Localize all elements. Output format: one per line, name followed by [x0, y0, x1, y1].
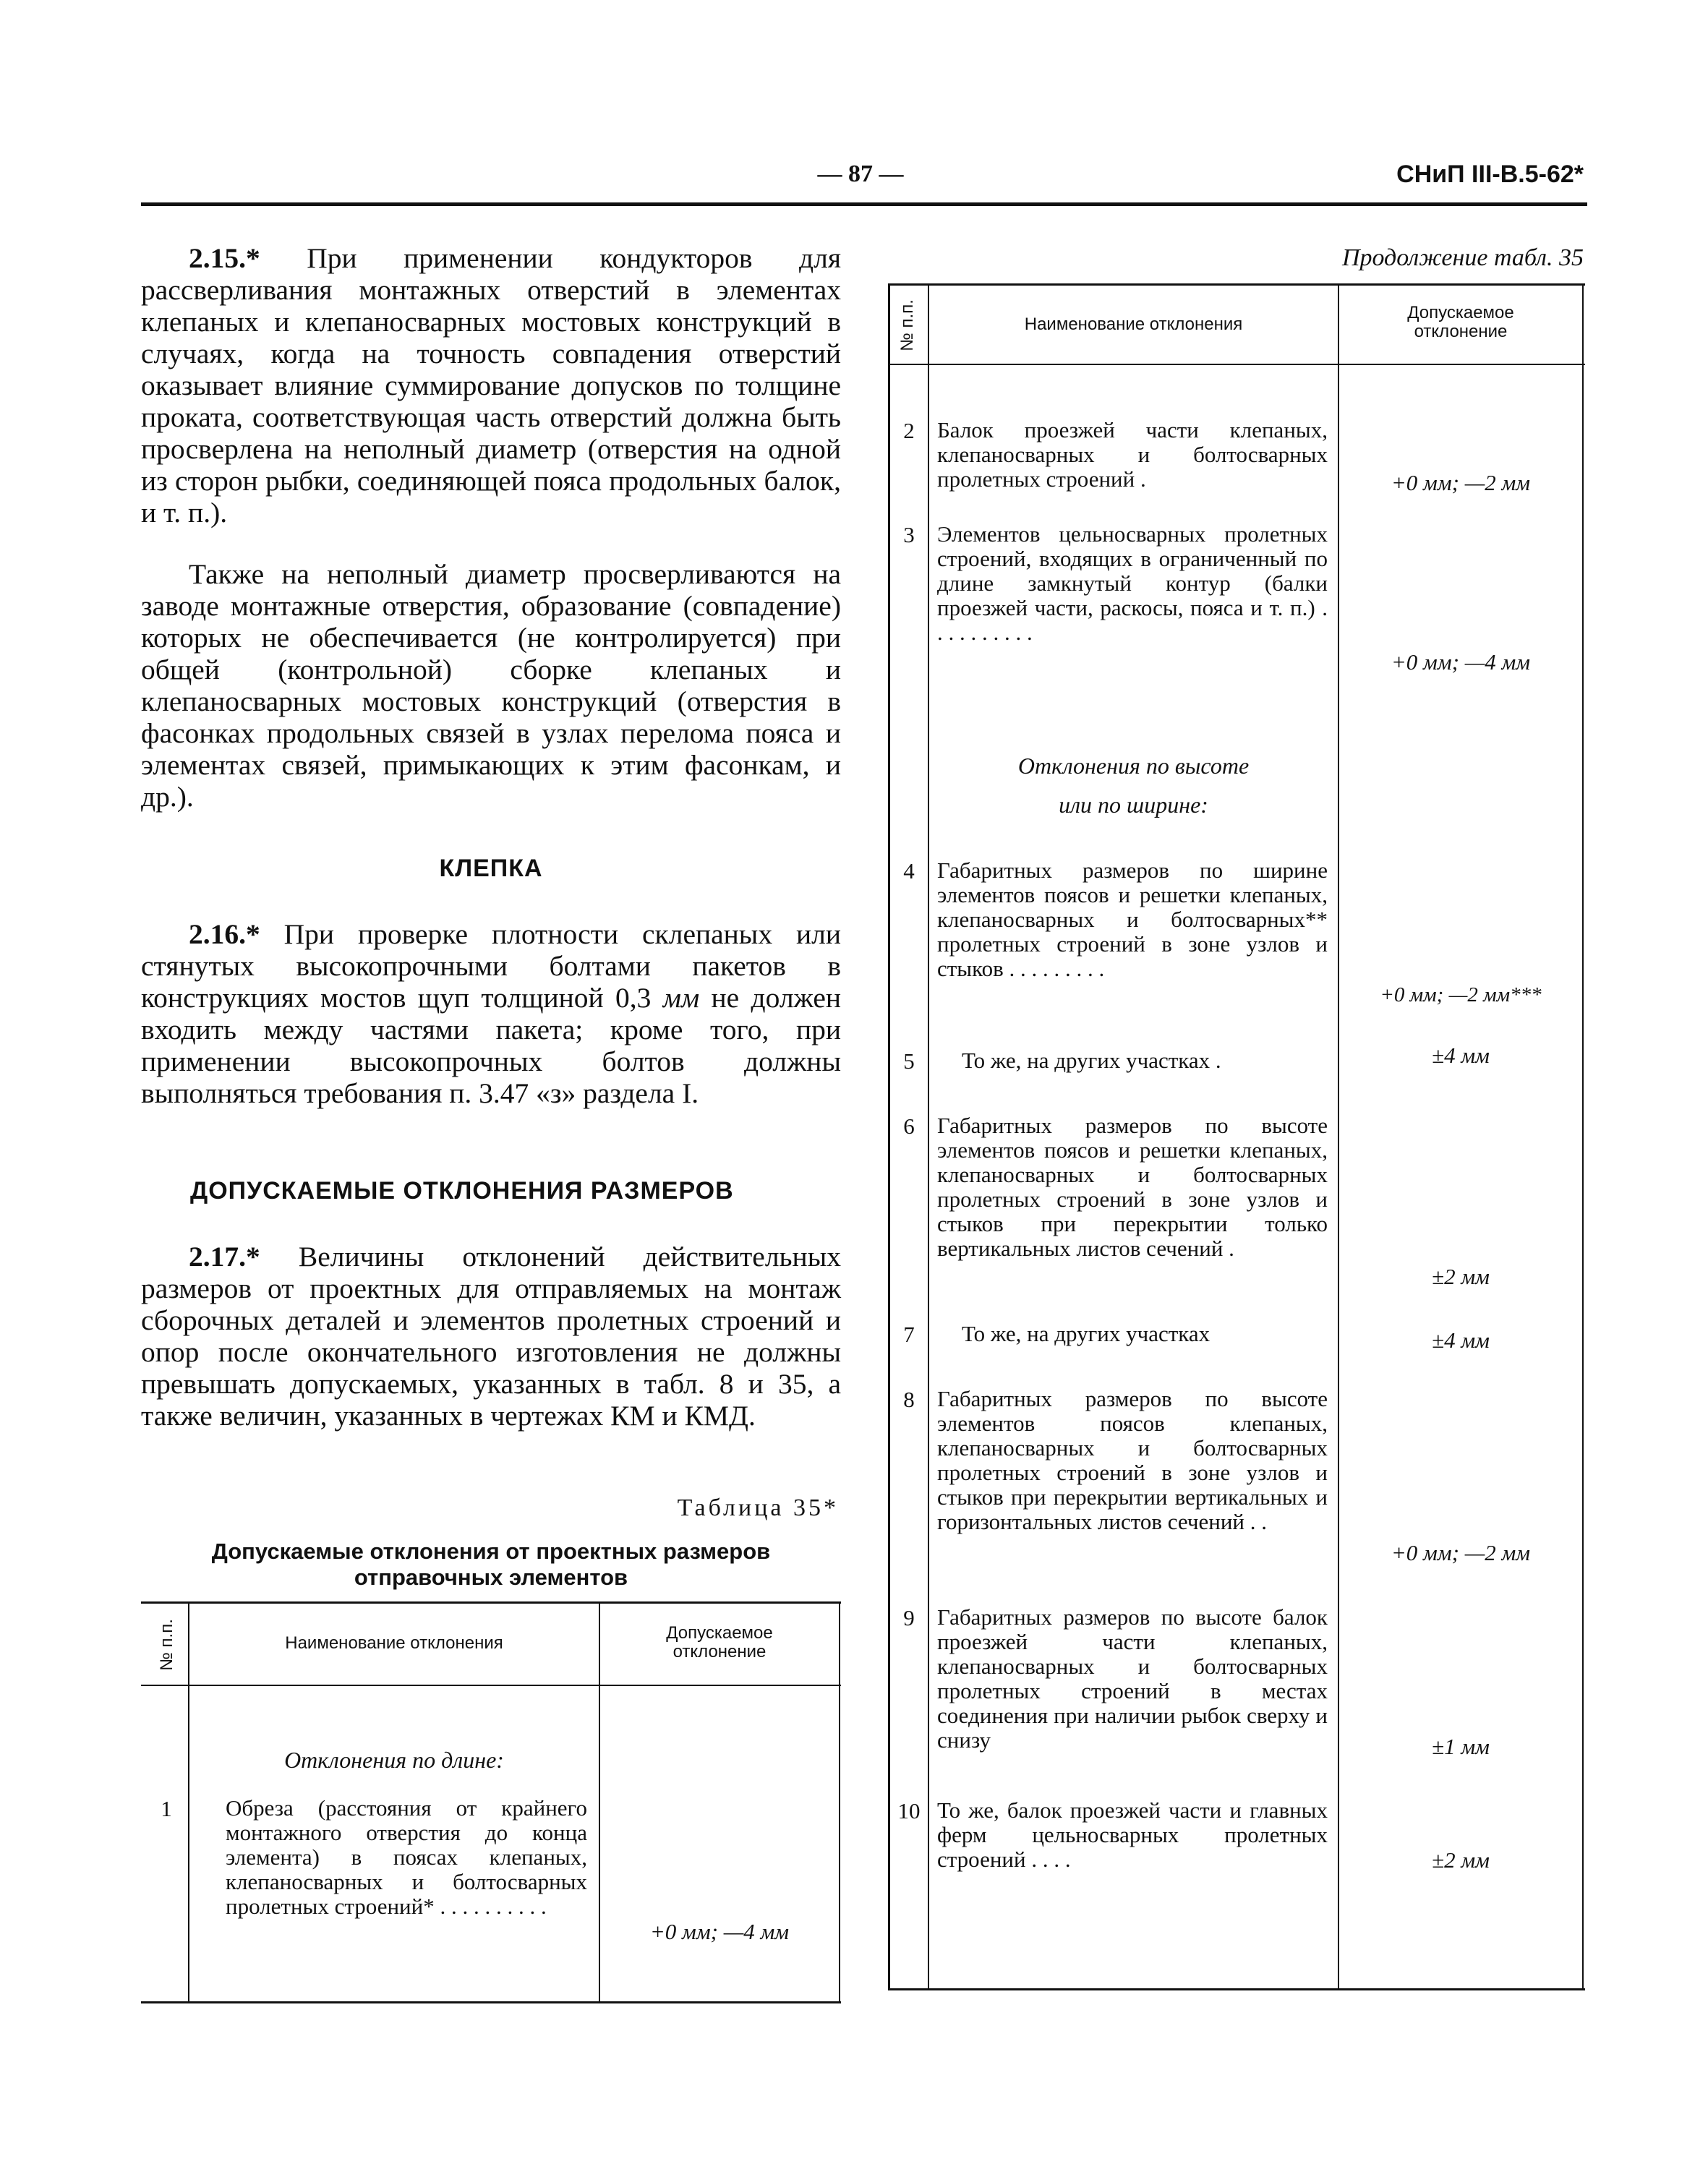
table-rule	[888, 364, 1585, 365]
row-number: 1	[161, 1796, 172, 1821]
row-tolerance	[1339, 983, 1582, 1007]
row-tolerance	[1339, 1264, 1582, 1290]
table-title-line: Допускаемые отклонения от проектных размеров	[211, 1539, 771, 1564]
row-tolerance	[1339, 470, 1582, 496]
table-subhead-line: Отклонения по высоте	[1017, 753, 1250, 779]
paragraph-text: Величины отклонений действительных размеров от проектных для отправляемых на монтаж сборочных деталей и элементов пролетных строений и опор после окончательного изготовления не должны превышать допускаемых, указанных в табл. 8 и 35, а также величин, указанных в чертежах КМ и КМД.	[141, 1241, 841, 1432]
row-number: 7	[903, 1322, 915, 1347]
table-rule	[1582, 283, 1584, 1990]
header-num: № п.п.	[897, 299, 917, 351]
row-tolerance-text: ±2 мм	[1432, 1264, 1490, 1289]
row-tolerance	[1339, 649, 1582, 675]
paragraph-2-17	[141, 1241, 841, 1432]
paragraph-2-15	[141, 242, 841, 529]
row-number: 4	[903, 858, 915, 884]
row-text: То же, на других участках .	[962, 1048, 1221, 1073]
table-rule	[188, 1601, 189, 2003]
table-rule	[839, 1601, 840, 2003]
paragraph-number: 2.16.*	[189, 918, 260, 950]
paragraph-text: При применении кондукторов для рассверливания монтажных отверстий в элементах клепаных и клепаносварных мостовых конструкций в случаях, когда на точность совпадения отверстий оказывает влияние суммирование допусков по толщине проката, соответствующая часть отверстий должна быть просверлена на неполный диаметр (отверстия на одной из сторон рыбки, соединяющей пояса продольных балок, и т. п.).	[141, 242, 841, 529]
header-tolerance-line: отклонение	[672, 1642, 767, 1661]
header-tolerance	[1339, 304, 1582, 341]
row-tolerance	[1339, 1734, 1582, 1760]
table-rule	[141, 2001, 841, 2003]
row-number: 10	[897, 1798, 921, 1823]
row-text: Балок проезжей части клепаных, клепаносварных и болтосварных пролетных строений .	[937, 417, 1328, 492]
row-tolerance-text: +0 мм; —4 мм	[649, 1919, 790, 1944]
row-tolerance-text: +0 мм; —4 мм	[1391, 649, 1531, 675]
row-tolerance-text: ±1 мм	[1432, 1734, 1490, 1759]
table-caption: Таблица 35*	[677, 1494, 839, 1521]
table-rule	[888, 283, 1585, 286]
row-number: 5	[903, 1048, 915, 1074]
table-rule	[888, 1988, 1585, 1990]
table-rule	[928, 283, 929, 1990]
row-text: То же, балок проезжей части и главных ферм цельносварных пролетных строений . . . .	[937, 1797, 1328, 1872]
row-number: 3	[903, 522, 915, 547]
table-continuation: Продолжение табл. 35	[1341, 244, 1584, 271]
row-tolerance	[1339, 1540, 1582, 1566]
row-number: 9	[903, 1605, 915, 1630]
header-name: Наименование отклонения	[1024, 315, 1243, 334]
section-title-riveting: КЛЕПКА	[439, 855, 543, 882]
row-text: Габаритных размеров по высоте элементов поясов и решетки клепаных, клепаносварных и болтосварных пролетных строений в зоне узлов и стыков при перекрытии только вертикальных листов сечений .	[937, 1113, 1328, 1261]
row-tolerance	[1339, 1847, 1582, 1873]
table-subhead: Отклонения по длине:	[284, 1747, 504, 1773]
row-text: То же, на других участках	[962, 1321, 1210, 1346]
row-text: Обреза (расстояния от крайнего монтажного отверстия до конца элемента) в поясах клепаных, клепаносварных и болтосварных пролетных строений* . . . . . . . . . .	[226, 1795, 587, 1919]
row-text: Габаритных размеров по высоте балок проезжей части клепаных, клепаносварных и болтосварных пролетных строений в местах соединения при наличии рыбок сверху и снизу	[937, 1604, 1328, 1753]
header-tolerance	[600, 1624, 839, 1661]
header-tolerance-line: Допускаемое	[1407, 303, 1514, 322]
paragraph-text: не должен входить между частями пакета; кроме того, при применении высокопрочных болтов должны выполняться требования п. 3.47 «з» раздела I.	[141, 982, 841, 1109]
row-tolerance	[1339, 1043, 1582, 1069]
header-name: Наименование отклонения	[285, 1633, 503, 1653]
document-code: СНиП III-В.5-62*	[1396, 161, 1584, 188]
row-tolerance-text: +0 мм; —2 мм***	[1380, 983, 1542, 1006]
table-title	[141, 1539, 841, 1591]
row-number: 6	[903, 1113, 915, 1139]
table-subhead-line: или по ширине:	[1059, 792, 1208, 818]
table-title-line: отправочных элементов	[354, 1565, 628, 1590]
row-tolerance-text: ±4 мм	[1432, 1043, 1490, 1068]
header-rule	[141, 202, 1587, 206]
section-title-tolerances: ДОПУСКАЕМЫЕ ОТКЛОНЕНИЯ РАЗМЕРОВ	[190, 1177, 734, 1205]
unit: мм	[662, 982, 700, 1014]
row-tolerance-text: ±4 мм	[1432, 1327, 1490, 1353]
header-tolerance-line: Допускаемое	[666, 1623, 773, 1643]
header-tolerance-line: отклонение	[1414, 322, 1508, 341]
row-tolerance	[1339, 1327, 1582, 1353]
row-tolerance-text: ±2 мм	[1432, 1847, 1490, 1873]
paragraph-2-15-continued: Также на неполный диаметр просверливаются на заводе монтажные отверстия, образование (совпадение) которых не обеспечивается (не контролируется) при общей (контрольной) сборке клепаных и клепаносварных мостовых конструкций (отверстия в фасонках продольных связей в узлах перелома пояса и элементах связей, примыкающих к этим фасонкам, и др.).	[141, 558, 841, 813]
row-number: 2	[903, 418, 915, 443]
paragraph-number: 2.15.*	[189, 242, 260, 274]
row-text: Габаритных размеров по высоте элементов поясов клепаных, клепаносварных и болтосварных пролетных строений в зоне узлов и стыков при перекрытии вертикальных и горизонтальных листов сечений . .	[937, 1386, 1328, 1534]
row-tolerance	[600, 1919, 839, 1945]
row-number: 8	[903, 1387, 915, 1412]
table-rule	[141, 1685, 841, 1686]
row-tolerance-text: +0 мм; —2 мм	[1391, 470, 1531, 495]
row-text: Габаритных размеров по ширине элементов поясов и решетки клепаных, клепаносварных и болтосварных** пролетных строений в зоне узлов и стыков . . . . . . . . .	[937, 857, 1328, 981]
table-subhead	[929, 746, 1338, 824]
page-number: — 87 —	[817, 161, 904, 187]
paragraph-number: 2.17.*	[189, 1241, 260, 1273]
header-num: № п.п.	[157, 1619, 176, 1671]
paragraph-text: При проверке плотности склепаных или стянутых высокопрочными болтами пакетов в конструкциях мостов щуп толщиной 0,3	[141, 918, 841, 1014]
table-rule	[141, 1601, 841, 1604]
row-tolerance-text: +0 мм; —2 мм	[1391, 1540, 1531, 1565]
paragraph-2-16	[141, 918, 841, 1109]
row-text: Элементов цельносварных пролетных строений, входящих в ограниченный по длине замкнутый контур (балки проезжей части, раскосы, пояса и т. п.) . . . . . . . . . .	[937, 521, 1328, 645]
